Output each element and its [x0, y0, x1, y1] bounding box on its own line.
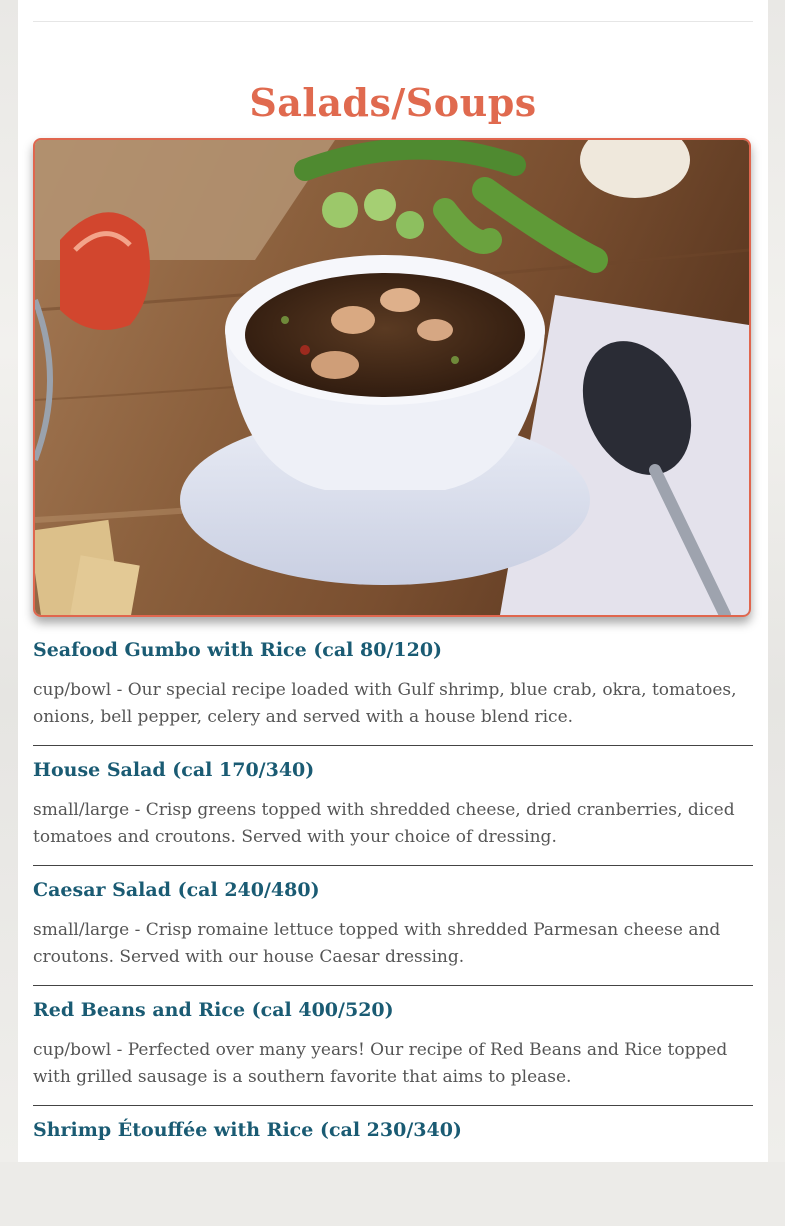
- gumbo-bowl-photo-icon: [35, 140, 749, 615]
- top-divider: [33, 21, 753, 22]
- menu-item-description: small/large - Crisp romaine lettuce topped with shredded Parmesan cheese and croutons. Served with our house Caesar dressing.: [33, 920, 721, 967]
- menu-item: [33, 986, 753, 1106]
- menu-item-description: small/large - Crisp greens topped with shredded cheese, dried cranberries, diced tomatoes and croutons. Served with your choice of dressing.: [33, 800, 735, 847]
- menu-item-description: cup/bowl - Our special recipe loaded with Gulf shrimp, blue crab, okra, tomatoes, onions, bell pepper, celery and served with a house blend rice.: [33, 680, 737, 727]
- menu-item: [33, 746, 753, 866]
- menu-item-name: Red Beans and Rice (cal 400/520): [33, 999, 394, 1021]
- menu-item-name: Caesar Salad (cal 240/480): [33, 879, 320, 901]
- menu-item-name: House Salad (cal 170/340): [33, 759, 315, 781]
- menu-item-list: [33, 626, 753, 1226]
- gumbo-photo: [33, 138, 751, 617]
- page-background-left: [0, 0, 18, 1162]
- menu-item-name: Shrimp Étouffée with Rice (cal 230/340): [33, 1119, 462, 1141]
- menu-item: [33, 1106, 753, 1226]
- page-background-right: [768, 0, 785, 1162]
- menu-item-name: Seafood Gumbo with Rice (cal 80/120): [33, 639, 443, 661]
- menu-item-description: cup/bowl - Perfected over many years! Our recipe of Red Beans and Rice topped with grilled sausage is a southern favorite that aims to please.: [33, 1040, 728, 1087]
- menu-item: [33, 626, 753, 746]
- menu-item: [33, 866, 753, 986]
- menu-panel: [18, 0, 768, 1162]
- section-title: Salads/Soups: [249, 80, 537, 125]
